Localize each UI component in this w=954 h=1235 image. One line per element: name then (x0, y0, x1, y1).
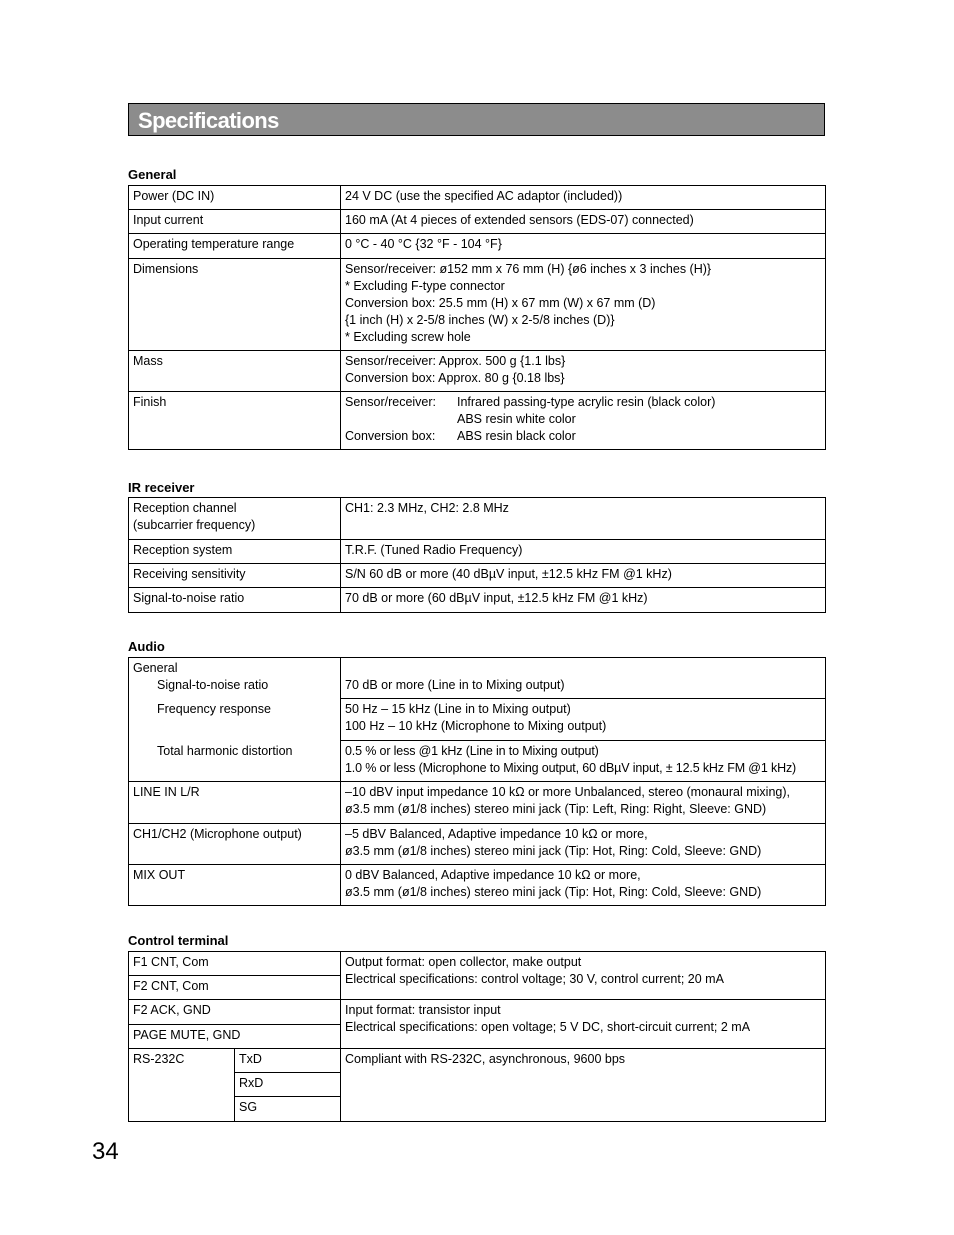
spec-value: T.R.F. (Tuned Radio Frequency) (341, 540, 826, 564)
spec-label: Reception system (129, 540, 341, 564)
spec-line: ø3.5 mm (ø1/8 inches) stereo mini jack (Tip: Hot, Ring: Cold, Sleeve: GND) (345, 885, 762, 899)
spec-value (341, 952, 826, 1000)
spec-line: Output format: open collector, make output (345, 955, 582, 969)
spec-label: Operating temperature range (129, 234, 341, 259)
table-row (129, 865, 826, 906)
control-terminal-table (128, 951, 826, 1122)
page-number: 34 (92, 1138, 119, 1165)
spec-label (129, 658, 341, 699)
table-row (129, 658, 826, 699)
table-row (129, 498, 826, 540)
table-row (129, 259, 826, 351)
table-row (129, 952, 826, 976)
spec-label: Receiving sensitivity (129, 564, 341, 588)
table-row (129, 392, 826, 450)
page-title-bar (128, 103, 825, 136)
spec-value: 70 dB or more (60 dBµV input, ±12.5 kHz FM @1 kHz) (341, 588, 826, 613)
spec-value: S/N 60 dB or more (40 dBµV input, ±12.5 kHz FM @1 kHz) (341, 564, 826, 588)
table-row (129, 210, 826, 234)
table-row (129, 564, 826, 588)
spec-value: 24 V DC (use the specified AC adaptor (included)) (341, 186, 826, 210)
spec-value: Compliant with RS-232C, asynchronous, 9600 bps (341, 1049, 826, 1122)
table-row (129, 540, 826, 564)
spec-line: 100 Hz – 10 kHz (Microphone to Mixing output) (345, 719, 607, 733)
spec-line: (subcarrier frequency) (133, 518, 256, 532)
section-heading-control-terminal: Control terminal (128, 933, 229, 948)
spec-line: Frequency response (157, 701, 271, 716)
section-heading-audio: Audio (128, 639, 165, 654)
spec-value: 160 mA (At 4 pieces of extended sensors (EDS-07) connected) (341, 210, 826, 234)
spec-label (129, 498, 341, 540)
spec-value (341, 259, 826, 351)
spec-line: –5 dBV Balanced, Adaptive impedance 10 kΩ or more, (345, 827, 648, 841)
spec-label: PAGE MUTE, GND (129, 1025, 341, 1049)
spec-sub-label: TxD (235, 1049, 341, 1073)
spec-line: Infrared passing-type acrylic resin (black color) (457, 395, 716, 409)
spec-line: Total harmonic distortion (157, 743, 293, 758)
spec-line: 70 dB or more (Line in to Mixing output) (345, 678, 565, 692)
spec-line: 50 Hz – 15 kHz (Line in to Mixing output) (345, 702, 571, 716)
table-row (129, 782, 826, 824)
table-row (129, 351, 826, 392)
finish-sub-label: Conversion box: (345, 429, 436, 443)
table-row (129, 234, 826, 259)
spec-label: CH1/CH2 (Microphone output) (129, 824, 341, 865)
finish-sub-label: Sensor/receiver: (345, 395, 437, 409)
spec-line: ABS resin white color (457, 412, 576, 426)
ir-receiver-table (128, 497, 826, 613)
spec-label (129, 741, 341, 782)
spec-label: Dimensions (129, 259, 341, 351)
spec-line: Electrical specifications: control voltage; 30 V, control current; 20 mA (345, 972, 724, 986)
spec-label: RS-232C (129, 1049, 235, 1122)
spec-line: 1.0 % or less (Microphone to Mixing output, 60 dBµV input, ± 12.5 kHz FM @1 kHz) (345, 761, 797, 775)
section-heading-general: General (128, 167, 177, 182)
table-row (129, 1000, 826, 1025)
spec-line: General (133, 661, 178, 675)
spec-line: Electrical specifications: open voltage; 5 V DC, short-circuit current; 2 mA (345, 1020, 751, 1034)
spec-line: Conversion box: Approx. 80 g {0.18 lbs} (345, 371, 565, 385)
table-row (129, 1049, 826, 1073)
spec-label: Signal-to-noise ratio (129, 588, 341, 613)
spec-label: MIX OUT (129, 865, 341, 906)
spec-label (129, 699, 341, 741)
spec-line: * Excluding screw hole (345, 330, 471, 344)
spec-label: LINE IN L/R (129, 782, 341, 824)
spec-line: Input format: transistor input (345, 1003, 501, 1017)
spec-value (341, 741, 826, 782)
spec-sub-label: SG (235, 1097, 341, 1122)
spec-line: –10 dBV input impedance 10 kΩ or more Unbalanced, stereo (monaural mixing), (345, 785, 790, 799)
table-row (129, 699, 826, 741)
spec-label: Finish (129, 392, 341, 450)
audio-table (128, 657, 826, 906)
table-row (129, 588, 826, 613)
spec-line: Conversion box: 25.5 mm (H) x 67 mm (W) x 67 mm (D) (345, 296, 656, 310)
spec-line: ø3.5 mm (ø1/8 inches) stereo mini jack (Tip: Left, Ring: Right, Sleeve: GND) (345, 802, 767, 816)
spec-value (341, 351, 826, 392)
spec-line: Sensor/receiver: ø152 mm x 76 mm (H) {ø6 inches x 3 inches (H)} (345, 262, 712, 276)
spec-value (341, 658, 826, 699)
spec-sub-label: RxD (235, 1073, 341, 1097)
section-heading-ir-receiver: IR receiver (128, 480, 195, 495)
spec-line: Sensor/receiver: Approx. 500 g {1.1 lbs} (345, 354, 566, 368)
spec-label: Mass (129, 351, 341, 392)
spec-label: Input current (129, 210, 341, 234)
spec-label: F2 CNT, Com (129, 976, 341, 1000)
spec-value (341, 865, 826, 906)
spec-line: 0.5 % or less @1 kHz (Line in to Mixing output) (345, 744, 599, 758)
page-title: Specifications (138, 108, 279, 133)
spec-value: CH1: 2.3 MHz, CH2: 2.8 MHz (341, 498, 826, 540)
spec-line: ABS resin black color (457, 429, 576, 443)
spec-value: 0 °C - 40 °C {32 °F - 104 °F} (341, 234, 826, 259)
table-row (129, 186, 826, 210)
spec-value (341, 824, 826, 865)
spec-line: ø3.5 mm (ø1/8 inches) stereo mini jack (Tip: Hot, Ring: Cold, Sleeve: GND) (345, 844, 762, 858)
spec-value (341, 699, 826, 741)
spec-label: F2 ACK, GND (129, 1000, 341, 1025)
spec-value (341, 1000, 826, 1049)
table-row (129, 741, 826, 782)
spec-line: {1 inch (H) x 2-5/8 inches (W) x 2-5/8 inches (D)} (345, 313, 615, 327)
general-table (128, 185, 826, 450)
spec-line: * Excluding F-type connector (345, 279, 505, 293)
spec-line: Signal-to-noise ratio (157, 678, 269, 692)
spec-label: Power (DC IN) (129, 186, 341, 210)
spec-line: Reception channel (133, 501, 237, 515)
spec-line: 0 dBV Balanced, Adaptive impedance 10 kΩ or more, (345, 868, 641, 882)
spec-value (341, 392, 826, 450)
spec-label: F1 CNT, Com (129, 952, 341, 976)
table-row (129, 824, 826, 865)
spec-value (341, 782, 826, 824)
